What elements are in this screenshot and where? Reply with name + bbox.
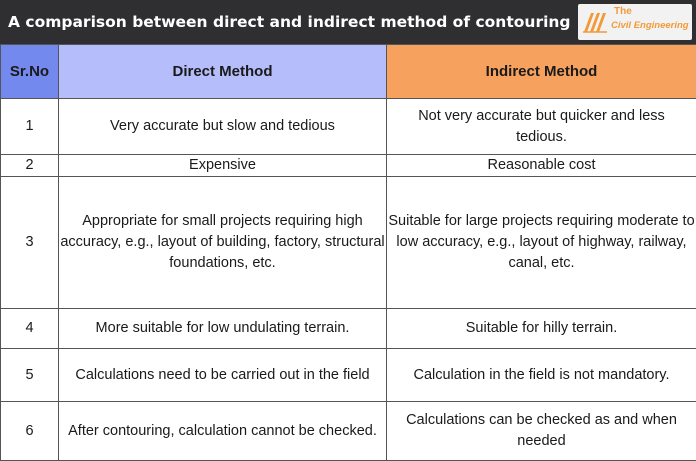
logo-text-the: The [614, 6, 632, 17]
cell-indirect-method: Suitable for hilly terrain. [387, 309, 696, 349]
pencil-ruler-logo-icon [582, 10, 608, 34]
cell-direct-method: After contouring, calculation cannot be checked. [59, 402, 387, 461]
site-logo [578, 4, 692, 40]
cell-indirect-method: Reasonable cost [387, 155, 696, 177]
cell-direct-method: More suitable for low undulating terrain. [59, 309, 387, 349]
cell-indirect-method: Not very accurate but quicker and less tedious. [387, 99, 696, 155]
table-row [1, 309, 696, 349]
cell-sr-no: 5 [1, 349, 59, 402]
table-row [1, 177, 696, 309]
cell-direct-method: Appropriate for small projects requiring high accuracy, e.g., layout of building, factory, structural foundations, etc. [59, 177, 387, 309]
cell-direct-method: Very accurate but slow and tedious [59, 99, 387, 155]
table-row [1, 99, 696, 155]
comparison-table [0, 44, 696, 461]
cell-sr-no: 4 [1, 309, 59, 349]
cell-sr-no: 1 [1, 99, 59, 155]
cell-sr-no: 2 [1, 155, 59, 177]
comparison-table-container [0, 44, 696, 461]
table-row [1, 402, 696, 461]
table-row [1, 349, 696, 402]
cell-indirect-method: Calculations can be checked as and when needed [387, 402, 696, 461]
cell-sr-no: 3 [1, 177, 59, 309]
cell-indirect-method: Calculation in the field is not mandatory. [387, 349, 696, 402]
page-title: A comparison between direct and indirect method of contouring [8, 13, 571, 31]
cell-indirect-method: Suitable for large projects requiring moderate to low accuracy, e.g., layout of highway, railway, canal, etc. [387, 177, 696, 309]
cell-direct-method: Expensive [59, 155, 387, 177]
column-header-sr-no: Sr.No [1, 45, 59, 99]
cell-direct-method: Calculations need to be carried out in the field [59, 349, 387, 402]
column-header-direct-method: Direct Method [59, 45, 387, 99]
column-header-indirect-method: Indirect Method [387, 45, 696, 99]
logo-text-name: Civil Engineering [611, 20, 689, 31]
cell-sr-no: 6 [1, 402, 59, 461]
table-row [1, 155, 696, 177]
table-header-row [1, 45, 696, 99]
